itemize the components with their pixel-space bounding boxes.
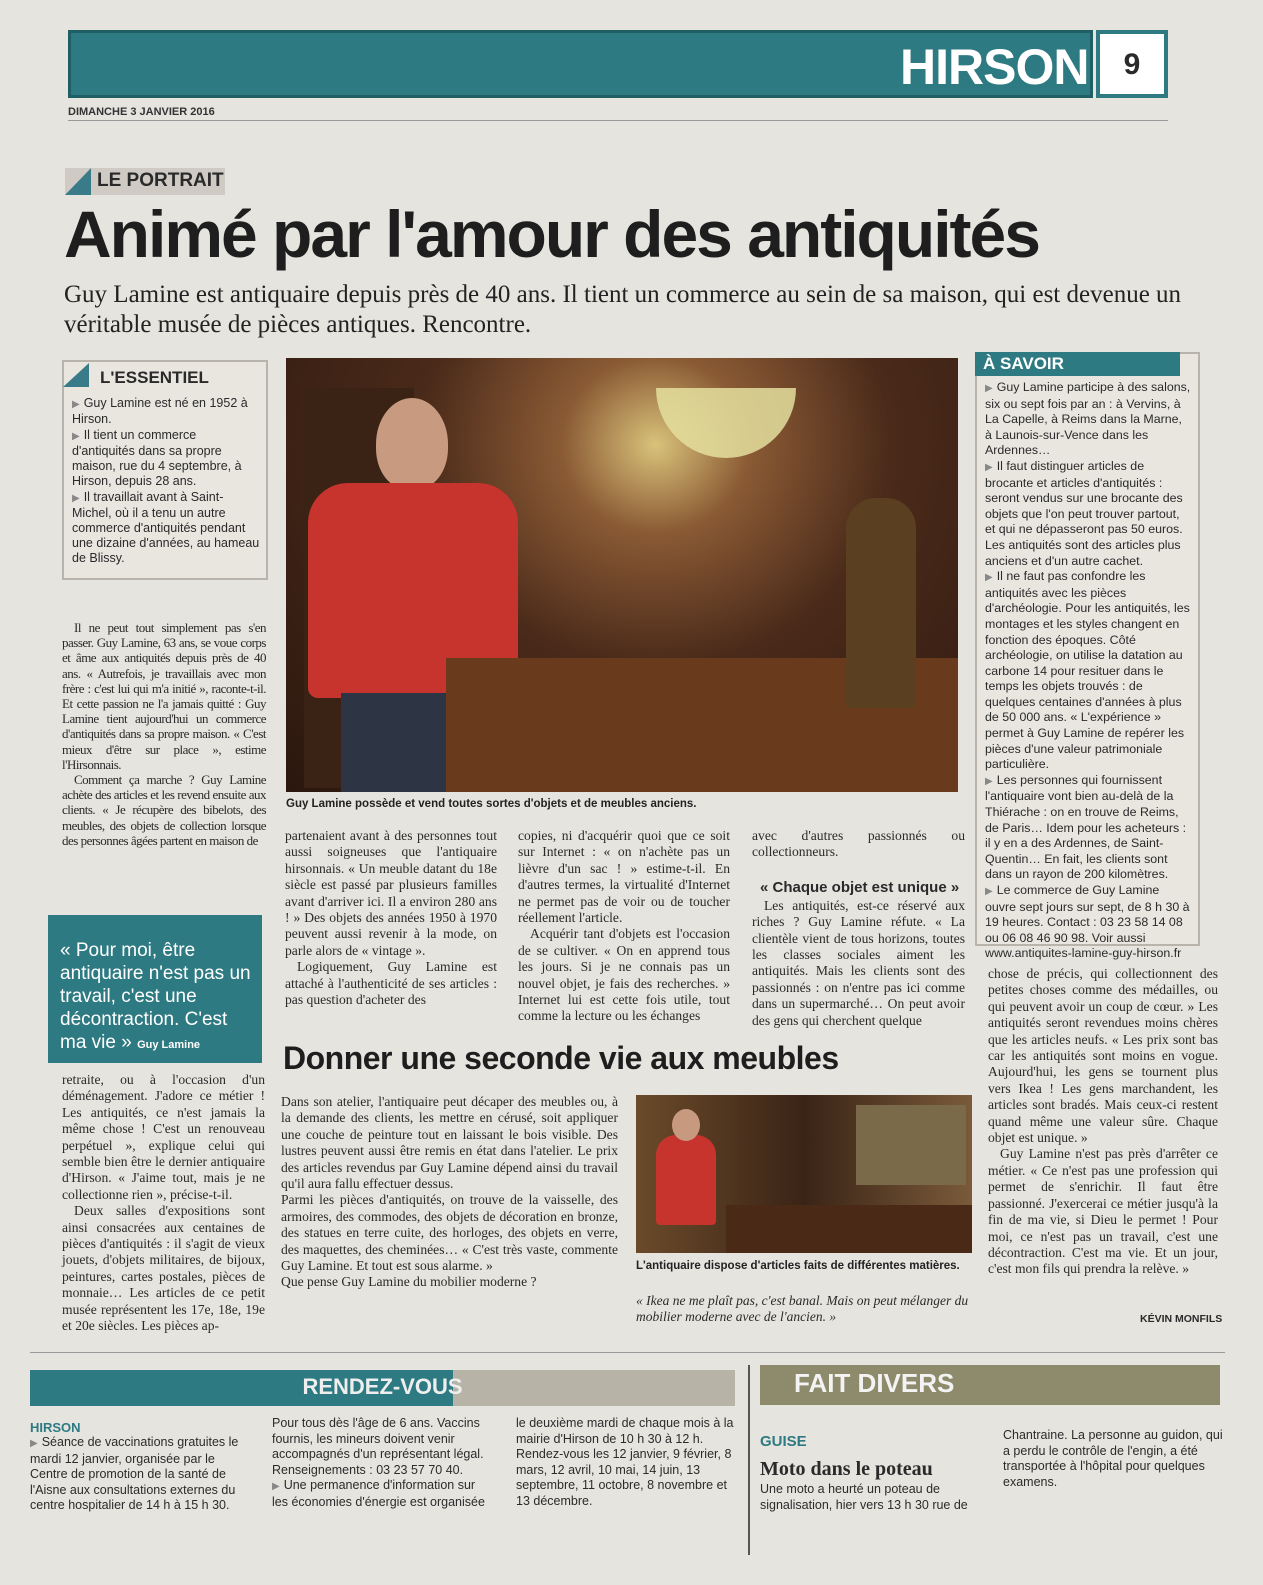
arrow-icon: ▶ <box>985 572 993 584</box>
a-savoir-item: ▶ Le commerce de Guy Lamine ouvre sept jours sur sept, de 8 h 30 à 19 heures. Contact : 03 23 58 14 08 ou 06 08 46 90 98. Voir aussi www.antiquites-lamine-guy-hirson.fr <box>985 883 1190 961</box>
page-number: 9 <box>1096 30 1168 98</box>
byline: KÉVIN MONFILS <box>1140 1313 1223 1325</box>
photo-chandelier <box>656 388 796 458</box>
body-paragraph: copies, ni d'acquérir quoi que ce soit sur Internet : « on n'achète pas un lièvre d'un sac ! » estime-t-il. En d'autres termes, la virtualité d'Internet ne permet pas de voir ou de toucher réellement l'article. <box>518 828 730 926</box>
a-savoir-box <box>975 352 1200 961</box>
body-paragraph: Il ne peut tout simplement pas s'en passer. Guy Lamine, 63 ans, se voue corps et âme aux antiquités depuis près de 40 ans. « Autrefois, je travaillais avec mon frère : c'est lui qui m'a initié », raconte-t-il. Et cette passion ne l'a jamais quitté : Guy Lamine tient aujourd'hui un commerce d'antiquités dans sa propre maison. « C'est mieux d'être sur place », estime l'Hirsonnais. <box>62 620 266 772</box>
rendez-vous-banner: RENDEZ-VOUS <box>30 1370 735 1406</box>
photo-man-sweater <box>656 1135 716 1225</box>
photo-man-head <box>376 398 448 490</box>
section-title: HIRSON <box>900 39 1089 95</box>
brief-headline: Moto dans le poteau <box>760 1458 933 1480</box>
body-column-right <box>988 966 1218 1278</box>
body-column-left-bottom <box>62 1072 265 1335</box>
photo-man-head <box>672 1109 700 1141</box>
photo-statue <box>846 498 916 708</box>
rendez-vous-col-1: HIRSON ▶ Séance de vaccinations gratuites le mardi 12 janvier, organisée par le Centre de promotion de la santé de l'Aisne aux consultations externes du centre hospitalier de 14 h à 15 h 30. <box>30 1420 252 1514</box>
body-column-mid-2 <box>518 828 730 1025</box>
body-paragraph: Que pense Guy Lamine du mobilier moderne ? <box>281 1274 537 1290</box>
photo-painting <box>856 1105 966 1185</box>
body-paragraph: avec d'autres passionnés ou collectionneurs. <box>752 828 965 860</box>
arrow-icon: ▶ <box>72 399 80 410</box>
body-paragraph: Comment ça marche ? Guy Lamine achète des articles et les revend ensuite aux clients. « Je récupère des bibelots, des meubles, des objets de collection lorsque des personnes âgées partent en maison de <box>62 772 266 848</box>
body-column-mid-1 <box>285 828 497 1008</box>
pull-quote <box>48 915 262 1063</box>
essentiel-item: ▶ Il tient un commerce d'antiquités dans sa propre maison, rue du 4 septembre, à Hirson, depuis 28 ans. <box>72 428 242 488</box>
arrow-icon: ▶ <box>272 1481 280 1492</box>
essentiel-title: L'ESSENTIEL <box>100 368 209 387</box>
a-savoir-item: ▶ Il faut distinguer articles de brocante et articles d'antiquités : seront vendus sur une brocante des objets que l'on peut trouver partout, et qui ne dépasseront pas 50 euros. Les antiquités sont des articles plus anciens et d'un autre cachet. <box>985 458 1183 568</box>
secondary-headline: Donner une seconde vie aux meubles <box>283 1040 839 1076</box>
arrow-icon: ▶ <box>985 886 993 897</box>
essentiel-item: ▶ Guy Lamine est né en 1952 à Hirson. <box>72 396 248 426</box>
a-savoir-item: ▶ Il ne faut pas confondre les antiquités avec les pièces d'archéologie. Pour les antiquités, les montages et les styles changent en fonction des époques. Côté archéologie, on utilise la datation au carbone 14 pour resituer dans le temps les objets trouvés : de quelques centaines d'années à plus de 50 000 ans. « L'expérience » permet à Guy Lamine de repérer les pièces d'une valeur patrimoniale particulière. <box>985 569 1190 772</box>
arrow-icon: ▶ <box>985 383 993 394</box>
town-label: GUISE <box>760 1433 807 1450</box>
photo-sideboard <box>726 1205 972 1253</box>
brief-col-2: Chantraine. La personne au guidon, qui a perdu le contrôle de l'engin, a été transportée à l'hôpital pour quelques examens. <box>1003 1428 1223 1489</box>
arrow-icon: ▶ <box>30 1438 38 1449</box>
column-divider <box>748 1365 750 1555</box>
town-label: HIRSON <box>30 1420 81 1435</box>
essentiel-item: ▶ Il travaillait avant à Saint-Michel, où il a tenu un autre commerce d'antiquités pendant une dizaine d'années, au hameau de Blissy. <box>72 490 260 565</box>
article-kicker: LE PORTRAIT <box>65 168 225 195</box>
secondary-body <box>281 1094 618 1291</box>
body-column-left-top <box>62 620 266 848</box>
body-paragraph: Guy Lamine n'est pas près d'arrêter ce métier. « Ce n'est pas une profession qui permet de s'enrichir. Il faut être passionné. J'exercerai ce métier jusqu'à la fin de ma vie, si Dieu le permet ! Pour moi, ce n'est pas un travail, c'est une décontraction. C'est ma vie. Et un jour, c'est mon fils qui prendra la relève. » <box>988 1146 1218 1277</box>
body-paragraph: Parmi les pièces d'antiquités, on trouve de la vaisselle, des armoires, des commodes, des objets de décoration en bronze, des statues en terre cuite, des horloges, des objets en verre, des maquettes, des cheminées… « C'est très vaste, commente Guy Lamine. Et tout est sous alarme. » <box>281 1192 618 1274</box>
body-paragraph: Les antiquités, est-ce réservé aux riches ? Guy Lamine réfute. « La clientèle vient de tous horizons, toutes les classes sociales aiment les antiquités. Mais les clients sont des passionnés : on n'entre pas ici comme dans un supermarché… On peut avoir des gens qui cherchent quelque <box>752 897 965 1028</box>
a-savoir-item: ▶ Guy Lamine participe à des salons, six ou sept fois par an : à Vervins, à La Capelle, à Reims dans la Marne, à Launois-sur-Vence dans les Ardennes… <box>985 380 1191 458</box>
main-photo-caption: Guy Lamine possède et vend toutes sortes d'objets et de meubles anciens. <box>286 798 697 810</box>
arrow-icon: ▶ <box>985 775 993 787</box>
secondary-quote: « Ikea ne me plaît pas, c'est banal. Mais on peut mélanger du mobilier moderne avec de l'ancien. » <box>636 1293 969 1324</box>
fait-divers-banner: FAIT DIVERS <box>760 1365 1220 1405</box>
body-paragraph: partenaient avant à des personnes tout aussi soigneuses que l'antiquaire hirsonnais. « Un meuble datant du 18e siècle est passé par plusieurs familles avant d'arriver ici. Il a environ 280 ans ! » Des objets des années 1950 à 1970 peuvent aussi revenir à la mode, on parle alors de « vintage ». <box>285 828 497 958</box>
arrow-icon: ▶ <box>72 431 80 442</box>
pull-quote-text: « Pour moi, être antiquaire n'est pas un travail, c'est une décontraction. C'est ma vie » <box>60 940 251 1053</box>
body-paragraph: Deux salles d'expositions sont ainsi consacrées aux centaines de pièces d'antiquités : il s'agit de vieux jouets, d'objets militaires, de bijoux, peintures, cartes postales, pièces de monnaie… Les articles de ce petit musée représentent les 17e, 18e, 19e et 20e siècles. Les pièces ap- <box>62 1203 265 1334</box>
main-photo <box>286 358 958 792</box>
essentiel-box <box>62 360 268 580</box>
body-paragraph: Logiquement, Guy Lamine est attaché à l'authenticité de ses articles : pas question d'acheter des <box>285 959 497 1008</box>
article-lead: Guy Lamine est antiquaire depuis près de 40 ans. Il tient un commerce au sein de sa maison, qui est devenue un véritable musée de pièces antiques. Rencontre. <box>64 281 1182 338</box>
article-headline: Animé par l'amour des antiquités <box>64 197 1039 271</box>
corner-triangle-icon <box>63 363 89 387</box>
rendez-vous-col-3: le deuxième mardi de chaque mois à la mairie d'Hirson de 10 h 30 à 12 h. Rendez-vous les 12 janvier, 9 février, 8 mars, 12 avril, 10 mai, 14 juin, 13 septembre, 11 octobre, 8 novembre et 13 décembre. <box>516 1416 734 1508</box>
photo-man-trousers <box>341 693 461 792</box>
secondary-photo-caption: L'antiquaire dispose d'articles faits de différentes matières. <box>636 1260 960 1272</box>
intertitle: « Chaque objet est unique » <box>760 878 960 896</box>
body-column-mid-3 <box>752 828 965 1029</box>
arrow-icon: ▶ <box>72 493 80 504</box>
a-savoir-item: ▶ Les personnes qui fournissent l'antiquaire vont bien au-delà de la Thiérache : on en trouve de Reims, de Paris… Idem pour les acheteurs : il y en a des Ardennes, de Saint-Quentin… En fait, les clients sont dans un rayon de 200 kilomètres. <box>985 772 1187 882</box>
body-paragraph: retraite, ou à l'occasion d'un déménagement. J'adore ce métier ! Les antiquités, ce n'est jamais la même chose ! C'est un renouveau perpétuel », explique celui qui semble bien être le dernier antiquaire d'Hirson. « J'aime tout, mais je ne collectionne rien », précise-t-il. <box>62 1072 265 1202</box>
rendez-vous-col-2: Pour tous dès l'âge de 6 ans. Vaccins fournis, les mineurs doivent venir accompagnés d'un représentant légal. Renseignements : 03 23 57 70 40. ▶ Une permanence d'information sur les économies d'énergie est organisée <box>272 1416 485 1509</box>
brief-col-1: Une moto a heurté un poteau de signalisation, hier vers 13 h 30 rue de <box>760 1482 968 1512</box>
arrow-icon: ▶ <box>985 461 993 473</box>
body-paragraph: Dans son atelier, l'antiquaire peut décaper des meubles ou, à la demande des clients, les mettre en cérusé, soit appliquer une couche de peinture tout en laissant le bois visible. Des lustres peuvent aussi être remis en état dans l'atelier. Le prix des articles revendus par Guy Lamine dépend ainsi du travail qu'il aura fallu effectuer dessus. <box>281 1094 618 1192</box>
body-paragraph: chose de précis, qui collectionnent des petites choses comme des médailles, ou qui peuvent avoir un coup de cœur. » Les antiquités seront revendues moins chères que les articles neufs. « Les prix sont bas car les antiquités sont moins en vogue. Aujourd'hui, les gens se tournent plus vers Ikea ! Les gens marchandent, les articles sont bradés. Mais ceux-ci restent quand même une valeur sûre. Chaque objet est unique. » <box>988 966 1218 1146</box>
body-paragraph: Acquérir tant d'objets est l'occasion de se cultiver. « On en apprend tous les jours. Si je ne connais pas un nouvel objet, je fais des recherches. » Internet lui est cette fois utile, tout comme la lecture ou les échanges <box>518 926 730 1024</box>
issue-date: DIMANCHE 3 JANVIER 2016 <box>68 106 1168 121</box>
secondary-photo <box>636 1095 972 1253</box>
divider <box>30 1352 1225 1353</box>
a-savoir-title: À SAVOIR <box>975 352 1180 376</box>
pull-quote-author: Guy Lamine <box>137 1039 201 1051</box>
